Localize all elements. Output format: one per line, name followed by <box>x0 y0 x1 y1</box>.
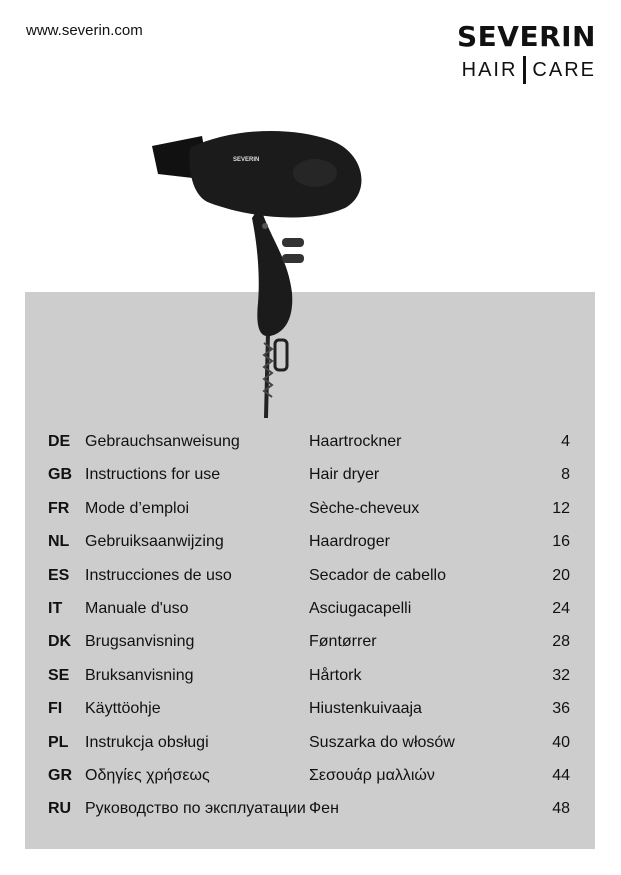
manual-title: Instrucciones de uso <box>85 566 232 584</box>
language-row[interactable] <box>48 500 570 533</box>
manual-title: Manuale d'uso <box>85 599 189 617</box>
language-code: DK <box>48 633 72 651</box>
language-row[interactable] <box>48 633 570 666</box>
language-row[interactable] <box>48 767 570 800</box>
manual-title: Instrukcja obsługi <box>85 733 209 751</box>
manual-title: Gebruiksaanwijzing <box>85 533 224 551</box>
product-name: Haartrockner <box>309 433 402 450</box>
page-number: 40 <box>552 733 570 751</box>
brand-divider <box>523 56 526 84</box>
language-row[interactable] <box>48 533 570 566</box>
language-row[interactable] <box>48 800 570 833</box>
language-code: FR <box>48 499 70 517</box>
brand-line-left: HAIR <box>461 58 518 81</box>
product-name: Suszarka do włosów <box>309 733 455 751</box>
page-number: 28 <box>552 633 570 651</box>
brand-line-right: CARE <box>532 58 596 81</box>
product-name: Hiustenkuivaaja <box>309 700 422 718</box>
product-name: Hårtork <box>309 666 362 684</box>
page-number: 12 <box>552 499 570 517</box>
language-row[interactable] <box>48 734 570 767</box>
product-name: Фен <box>309 800 339 818</box>
language-row[interactable] <box>48 667 570 700</box>
page-number: 44 <box>552 766 570 784</box>
product-name: Asciugacapelli <box>309 599 412 617</box>
contents-table <box>48 433 570 834</box>
product-name: Haardroger <box>309 533 390 551</box>
language-code: ES <box>48 566 70 584</box>
language-code: GR <box>48 766 72 784</box>
language-code: DE <box>48 433 71 450</box>
manual-title: Instructions for use <box>85 466 221 484</box>
language-row[interactable] <box>48 466 570 499</box>
language-code: GB <box>48 466 72 484</box>
language-code: PL <box>48 733 69 751</box>
product-name: Sèche-cheveux <box>309 499 420 517</box>
language-code: IT <box>48 599 63 617</box>
page-number: 8 <box>561 466 570 484</box>
language-code: FI <box>48 700 63 718</box>
page-number: 36 <box>552 700 570 718</box>
product-name: Hair dryer <box>309 466 380 484</box>
language-row[interactable] <box>48 700 570 733</box>
page-number: 24 <box>552 599 570 617</box>
language-row[interactable] <box>48 433 570 466</box>
language-row[interactable] <box>48 567 570 600</box>
website-url[interactable]: www.severin.com <box>26 22 143 39</box>
manual-title: Mode d’emploi <box>85 499 190 517</box>
manual-title: Οδηγίες χρήσεως <box>85 766 210 784</box>
brand-line <box>418 56 596 84</box>
brand-name: SEVERIN <box>456 20 596 53</box>
page-number: 20 <box>552 566 570 584</box>
language-code: NL <box>48 533 70 551</box>
hair-dryer-icon <box>140 118 380 418</box>
device-logo: SEVERIN <box>233 157 260 163</box>
manual-title: Gebrauchsanweisung <box>85 433 240 450</box>
page-number: 16 <box>552 533 570 551</box>
page-number: 48 <box>552 800 570 818</box>
page-number: 4 <box>561 433 570 450</box>
language-code: RU <box>48 800 72 818</box>
manual-title: Käyttöohje <box>85 700 161 718</box>
page-number: 32 <box>552 666 570 684</box>
manual-title: Brugsanvisning <box>85 633 195 651</box>
product-name: Secador de cabello <box>309 566 446 584</box>
brand-logo <box>418 22 596 84</box>
manual-title: Руководство по эксплуатации <box>85 800 306 818</box>
language-row[interactable] <box>48 600 570 633</box>
product-name: Føntørrer <box>309 633 377 651</box>
language-code: SE <box>48 666 70 684</box>
manual-title: Bruksanvisning <box>85 666 194 684</box>
product-name: Σεσουάρ μαλλιών <box>309 766 435 784</box>
